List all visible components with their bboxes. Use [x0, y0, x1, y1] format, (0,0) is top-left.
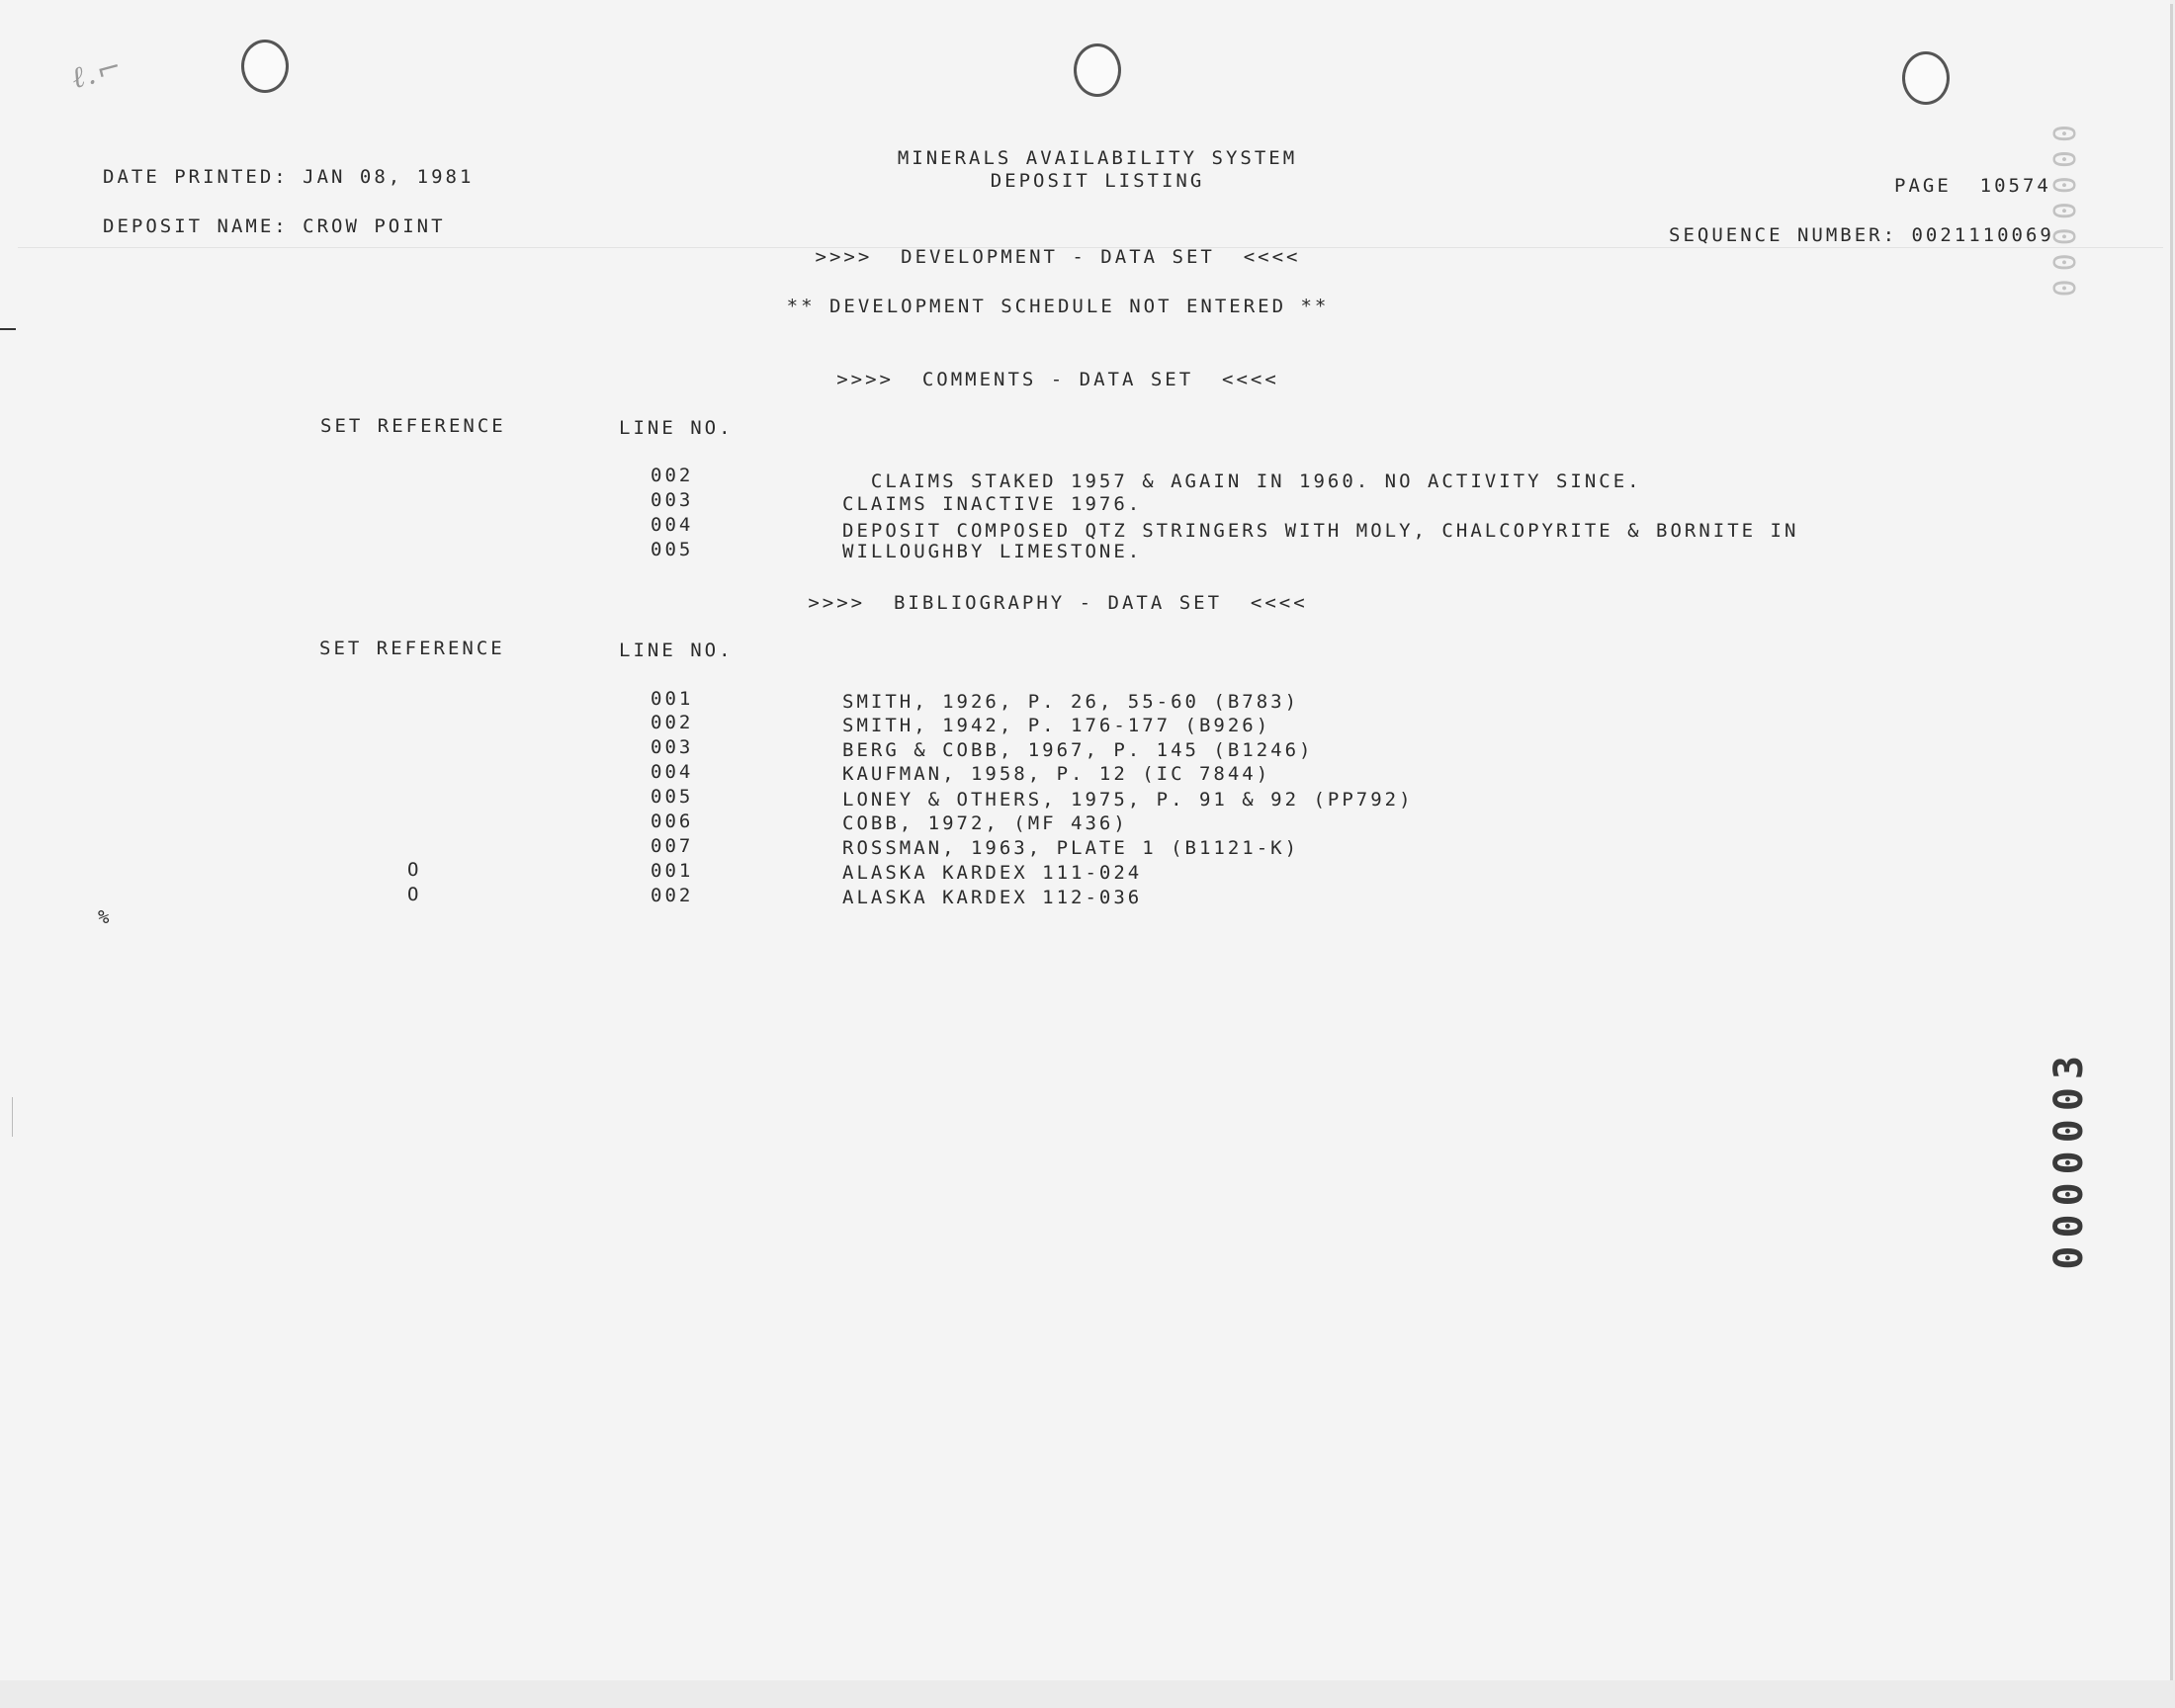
bibliography-line-no: 002 — [651, 712, 694, 733]
margin-tick — [0, 328, 16, 330]
comments-heading: >>>> COMMENTS - DATA SET <<<< — [836, 369, 1279, 390]
bibliography-set-ref: O — [407, 859, 422, 881]
bibliography-text: COBB, 1972, (MF 436) — [842, 812, 1128, 834]
bibliography-text: SMITH, 1942, P. 176-177 (B926) — [842, 715, 1271, 736]
bibliography-text: BERG & COBB, 1967, P. 145 (B1246) — [842, 739, 1314, 761]
bibliography-set-ref: O — [407, 884, 422, 905]
comment-text: CLAIMS STAKED 1957 & AGAIN IN 1960. NO ACTIVITY SINCE. — [842, 470, 1642, 492]
bibliography-text: KAUFMAN, 1958, P. 12 (IC 7844) — [842, 763, 1271, 785]
comments-set-reference-header: SET REFERENCE — [320, 415, 506, 437]
bibliography-line-no: 006 — [651, 811, 694, 832]
bibliography-set-reference-header: SET REFERENCE — [319, 638, 505, 659]
comment-text: WILLOUGHBY LIMESTONE. — [842, 541, 1143, 562]
bibliography-line-no-header: LINE NO. — [619, 640, 734, 661]
bibliography-heading: >>>> BIBLIOGRAPHY - DATA SET <<<< — [808, 592, 1308, 614]
bibliography-text: ALASKA KARDEX 111-024 — [842, 862, 1143, 884]
comment-text: CLAIMS INACTIVE 1976. — [842, 493, 1143, 515]
bibliography-line-no: 001 — [651, 688, 694, 710]
system-title: MINERALS AVAILABILITY SYSTEM — [897, 147, 1298, 169]
bibliography-line-no: 003 — [651, 736, 694, 758]
scanner-background — [0, 1680, 2175, 1708]
deposit-name: DEPOSIT NAME: CROW POINT — [103, 215, 446, 237]
bibliography-line-no: 001 — [651, 860, 694, 882]
bibliography-line-no: 002 — [651, 885, 694, 906]
margin-mark — [12, 1097, 13, 1137]
date-printed: DATE PRINTED: JAN 08, 1981 — [103, 166, 475, 188]
punch-hole-right — [1902, 51, 1950, 105]
bibliography-line-no: 005 — [651, 786, 694, 808]
page-number: PAGE 10574 — [1894, 175, 2051, 197]
comment-line-no: 005 — [651, 539, 694, 560]
development-note: ** DEVELOPMENT SCHEDULE NOT ENTERED ** — [786, 296, 1330, 317]
pencil-mark: ℓ.⌐ — [67, 48, 128, 97]
comment-line-no: 003 — [651, 489, 694, 511]
stamp-right: 0000003 — [2046, 1048, 2092, 1270]
punch-hole-left — [241, 40, 289, 93]
bibliography-line-no: 004 — [651, 761, 694, 783]
bibliography-text: ROSSMAN, 1963, PLATE 1 (B1121-K) — [842, 837, 1300, 859]
bibliography-text: SMITH, 1926, P. 26, 55-60 (B783) — [842, 691, 1300, 713]
end-marker: % — [98, 906, 113, 928]
comment-line-no: 004 — [651, 514, 694, 536]
comment-line-no: 002 — [651, 465, 694, 486]
punch-hole-center — [1074, 43, 1121, 97]
stamp-top-right: 0000000 — [2048, 117, 2083, 298]
listing-title: DEPOSIT LISTING — [990, 170, 1205, 192]
bibliography-text: ALASKA KARDEX 112-036 — [842, 887, 1143, 908]
bibliography-line-no: 007 — [651, 835, 694, 857]
sequence-number: SEQUENCE NUMBER: 0021110069 — [1669, 224, 2054, 246]
comment-text: DEPOSIT COMPOSED QTZ STRINGERS WITH MOLY, CHALCOPYRITE & BORNITE IN — [842, 520, 1799, 542]
bibliography-text: LONEY & OTHERS, 1975, P. 91 & 92 (PP792) — [842, 789, 1414, 811]
development-heading: >>>> DEVELOPMENT - DATA SET <<<< — [815, 246, 1301, 268]
comments-line-no-header: LINE NO. — [619, 417, 734, 439]
